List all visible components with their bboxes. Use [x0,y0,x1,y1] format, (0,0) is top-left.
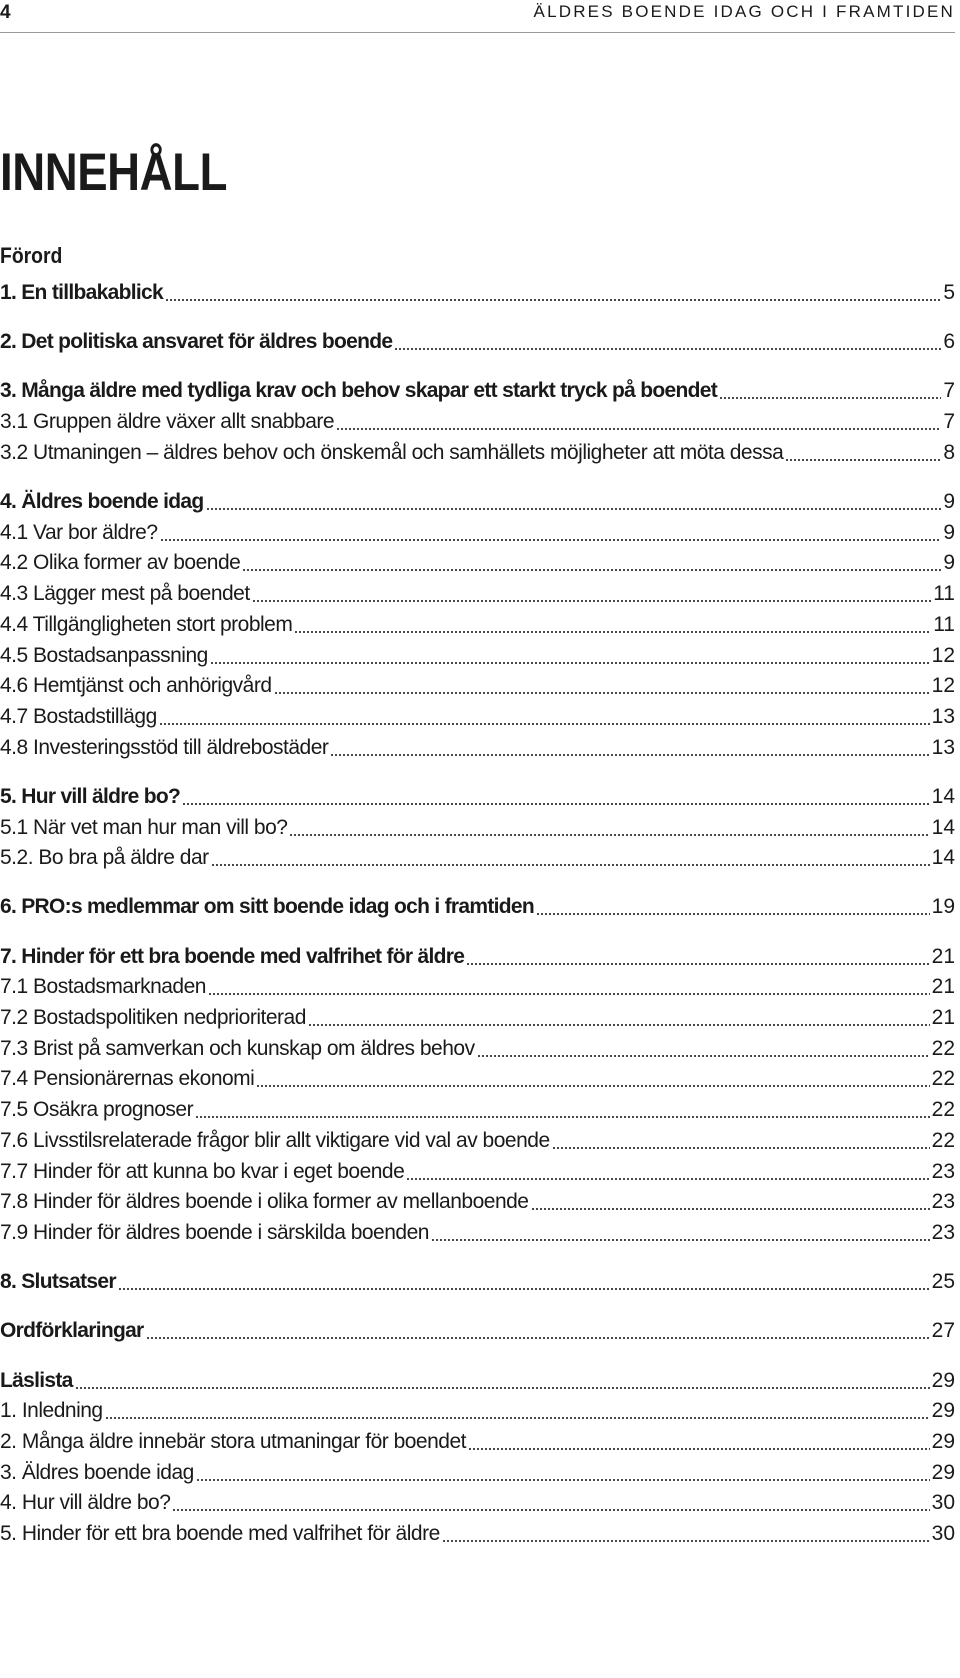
dot-leader [431,1239,930,1241]
dot-leader [206,508,942,510]
toc-entry-label: Ordförklaringar [0,1319,144,1342]
toc-entry-page: 9 [943,490,955,513]
toc-entry-label: 5.2. Bo bra på äldre dar [0,846,209,869]
toc-entry-label: 7.3 Brist på samverkan och kunskap om äldres behov [0,1037,475,1060]
toc-entry[interactable] [0,278,955,308]
toc-entry-page: 29 [931,1369,955,1392]
toc-entry-page: 21 [931,975,955,998]
toc-entry-label: 7.2 Bostadspolitiken nedprioriterad [0,1006,306,1029]
toc-entry[interactable] [0,487,955,517]
toc-entry-label: 4.7 Bostadstillägg [0,705,157,728]
toc-entry-page: 11 [933,582,955,605]
toc-entry-label: 3. Äldres boende idag [0,1461,194,1484]
dot-leader [466,963,929,965]
dot-leader [336,428,941,430]
toc-entry-label: 5. Hinder för ett bra boende med valfrihet för äldre [0,1522,440,1545]
toc-entry-page: 30 [931,1522,955,1545]
toc-entry[interactable] [0,942,955,972]
toc-entry-page: 22 [931,1067,955,1090]
toc-entry-page: 13 [931,736,955,759]
dot-leader [182,803,929,805]
dot-leader [294,631,931,633]
toc-entry-page: 14 [931,846,955,869]
dot-leader [552,1147,930,1149]
toc-entry-page: 9 [943,551,955,574]
toc-entry-page: 14 [931,785,955,808]
dot-leader [406,1178,929,1180]
toc-entry[interactable] [0,1427,955,1457]
dot-leader [196,1479,930,1481]
toc-entry-label: 4. Äldres boende idag [0,490,204,513]
toc-entry[interactable] [0,327,955,357]
dot-leader [289,834,929,836]
toc-entry-page: 9 [943,521,955,544]
toc-entry-page: 22 [931,1037,955,1060]
dot-leader [274,692,930,694]
toc-entry-page: 11 [933,613,955,636]
toc-entry-label: 7.1 Bostadsmarknaden [0,975,206,998]
toc-entry-page: 23 [931,1221,955,1244]
toc-entry-label: 1. Inledning [0,1399,103,1422]
toc-entry-page: 7 [943,410,955,433]
toc-preface: Förord [0,243,63,268]
toc-entry-label: 5. Hur vill äldre bo? [0,785,181,808]
toc-entry[interactable] [0,579,955,609]
toc-entry[interactable] [0,972,955,1002]
toc-entry[interactable] [0,376,955,406]
toc-entry-label: 7.8 Hinder för äldres boende i olika former av mellanboende [0,1190,529,1213]
dot-leader [159,723,930,725]
toc-entry[interactable] [0,1316,955,1346]
toc-entry-page: 6 [943,330,955,353]
dot-leader [172,1509,929,1511]
toc-entry-label: 4.4 Tillgängligheten stort problem [0,613,293,636]
dot-leader [252,600,931,602]
toc-entry-label: 2. Det politiska ansvaret för äldres boende [0,330,393,353]
toc-entry-label: 2. Många äldre innebär stora utmaningar för boendet [0,1430,466,1453]
toc-entry-label: 6. PRO:s medlemmar om sitt boende idag och i framtiden [0,895,534,918]
toc-entry-label: 4.1 Var bor äldre? [0,521,158,544]
dot-leader [394,348,941,350]
toc-entry[interactable] [0,671,955,701]
dot-leader [442,1540,930,1542]
toc-entry[interactable] [0,733,955,763]
toc-entry-page: 30 [931,1491,955,1514]
toc-entry[interactable] [0,1488,955,1518]
dot-leader [160,539,942,541]
toc-entry[interactable] [0,1126,955,1156]
toc-entry[interactable] [0,702,955,732]
toc-entry-page: 19 [931,895,955,918]
dot-leader [536,913,930,915]
toc-entry[interactable] [0,1003,955,1033]
toc-entry[interactable] [0,1095,955,1125]
toc-entry[interactable] [0,1187,955,1217]
dot-leader [208,993,930,995]
toc-entry-label: 7.4 Pensionärernas ekonomi [0,1067,255,1090]
dot-leader [165,299,941,301]
dot-leader [719,397,941,399]
toc-entry-label: 7.5 Osäkra prognoser [0,1098,194,1121]
toc-entry-label: 4.2 Olika former av boende [0,551,241,574]
toc-entry-label: 4.3 Lägger mest på boendet [0,582,250,605]
toc-entry-label: 3. Många äldre med tydliga krav och behov skapar ett starkt tryck på boendet [0,379,718,402]
dot-leader [785,459,941,461]
toc-entry-page: 12 [931,674,955,697]
toc-entry[interactable] [0,892,955,922]
toc-entry-page: 8 [943,441,955,464]
dot-leader [195,1116,930,1118]
toc-entry[interactable] [0,1396,955,1426]
toc-entry-label: 8. Slutsatser [0,1270,116,1293]
toc-entry-label: 7.9 Hinder för äldres boende i särskilda boenden [0,1221,429,1244]
dot-leader [308,1024,930,1026]
page-number: 4 [0,2,12,23]
running-title: ÄLDRES BOENDE IDAG OCH I FRAMTIDEN [533,2,955,21]
toc-entry[interactable] [0,641,955,671]
toc-entry-page: 22 [931,1098,955,1121]
toc-entry[interactable] [0,1218,955,1248]
toc-entry-page: 29 [931,1461,955,1484]
toc-entry-page: 7 [943,379,955,402]
dot-leader [105,1417,930,1419]
toc-entry[interactable] [0,548,955,578]
toc-entry-page: 14 [931,816,955,839]
dot-leader [242,569,941,571]
toc-entry-label: 7.6 Livsstilsrelaterade frågor blir allt viktigare vid val av boende [0,1129,550,1152]
dot-leader [468,1448,930,1450]
toc-entry-page: 5 [943,281,955,304]
toc-entry-page: 13 [931,705,955,728]
toc-entry[interactable] [0,1034,955,1064]
toc-entry-label: 3.1 Gruppen äldre växer allt snabbare [0,410,335,433]
toc-entry-page: 21 [931,945,955,968]
toc-entry-page: 25 [931,1270,955,1293]
toc-entry[interactable] [0,1519,955,1549]
toc-entry-page: 21 [931,1006,955,1029]
toc-entry[interactable] [0,1157,955,1187]
toc-entry-page: 12 [931,644,955,667]
toc-entry-page: 29 [931,1399,955,1422]
toc-entry-page: 23 [931,1160,955,1183]
toc-entry-label: 3.2 Utmaningen – äldres behov och önskemål och samhällets möjligheter att möta dessa [0,441,784,464]
toc-entry[interactable] [0,1064,955,1094]
toc-entry-page: 23 [931,1190,955,1213]
dot-leader [477,1055,930,1057]
toc-entry[interactable] [0,1366,955,1396]
dot-leader [75,1387,930,1389]
toc-entry-label: 4. Hur vill äldre bo? [0,1491,171,1514]
toc-entry-page: 29 [931,1430,955,1453]
toc-entry-label: 5.1 När vet man hur man vill bo? [0,816,288,839]
dot-leader [531,1208,930,1210]
toc-entry-page: 22 [931,1129,955,1152]
toc-entry[interactable] [0,1267,955,1297]
dot-leader [210,662,930,664]
dot-leader [256,1085,929,1087]
dot-leader [146,1337,930,1339]
toc-entry-label: 7. Hinder för ett bra boende med valfrihet för äldre [0,945,465,968]
toc-entry[interactable] [0,1458,955,1488]
toc-entry[interactable] [0,518,955,548]
dot-leader [330,754,929,756]
toc-entry[interactable] [0,813,955,843]
toc-entry-label: 7.7 Hinder för att kunna bo kvar i eget boende [0,1160,405,1183]
dot-leader [118,1288,930,1290]
toc-entry-label: Läslista [0,1369,73,1392]
toc-entry-label: 4.6 Hemtjänst och anhörigvård [0,674,272,697]
toc-entry-label: 4.5 Bostadsanpassning [0,644,208,667]
toc-entry[interactable] [0,438,955,468]
toc-entry[interactable] [0,843,955,873]
toc-entry[interactable] [0,782,955,812]
page-title: INNEHÅLL [0,143,227,202]
toc-entry[interactable] [0,407,955,437]
toc-entry-label: 1. En tillbakablick [0,281,163,304]
toc-entry[interactable] [0,610,955,640]
toc-entry-label: 4.8 Investeringsstöd till äldrebostäder [0,736,329,759]
dot-leader [211,864,930,866]
toc-entry-page: 27 [931,1319,955,1342]
